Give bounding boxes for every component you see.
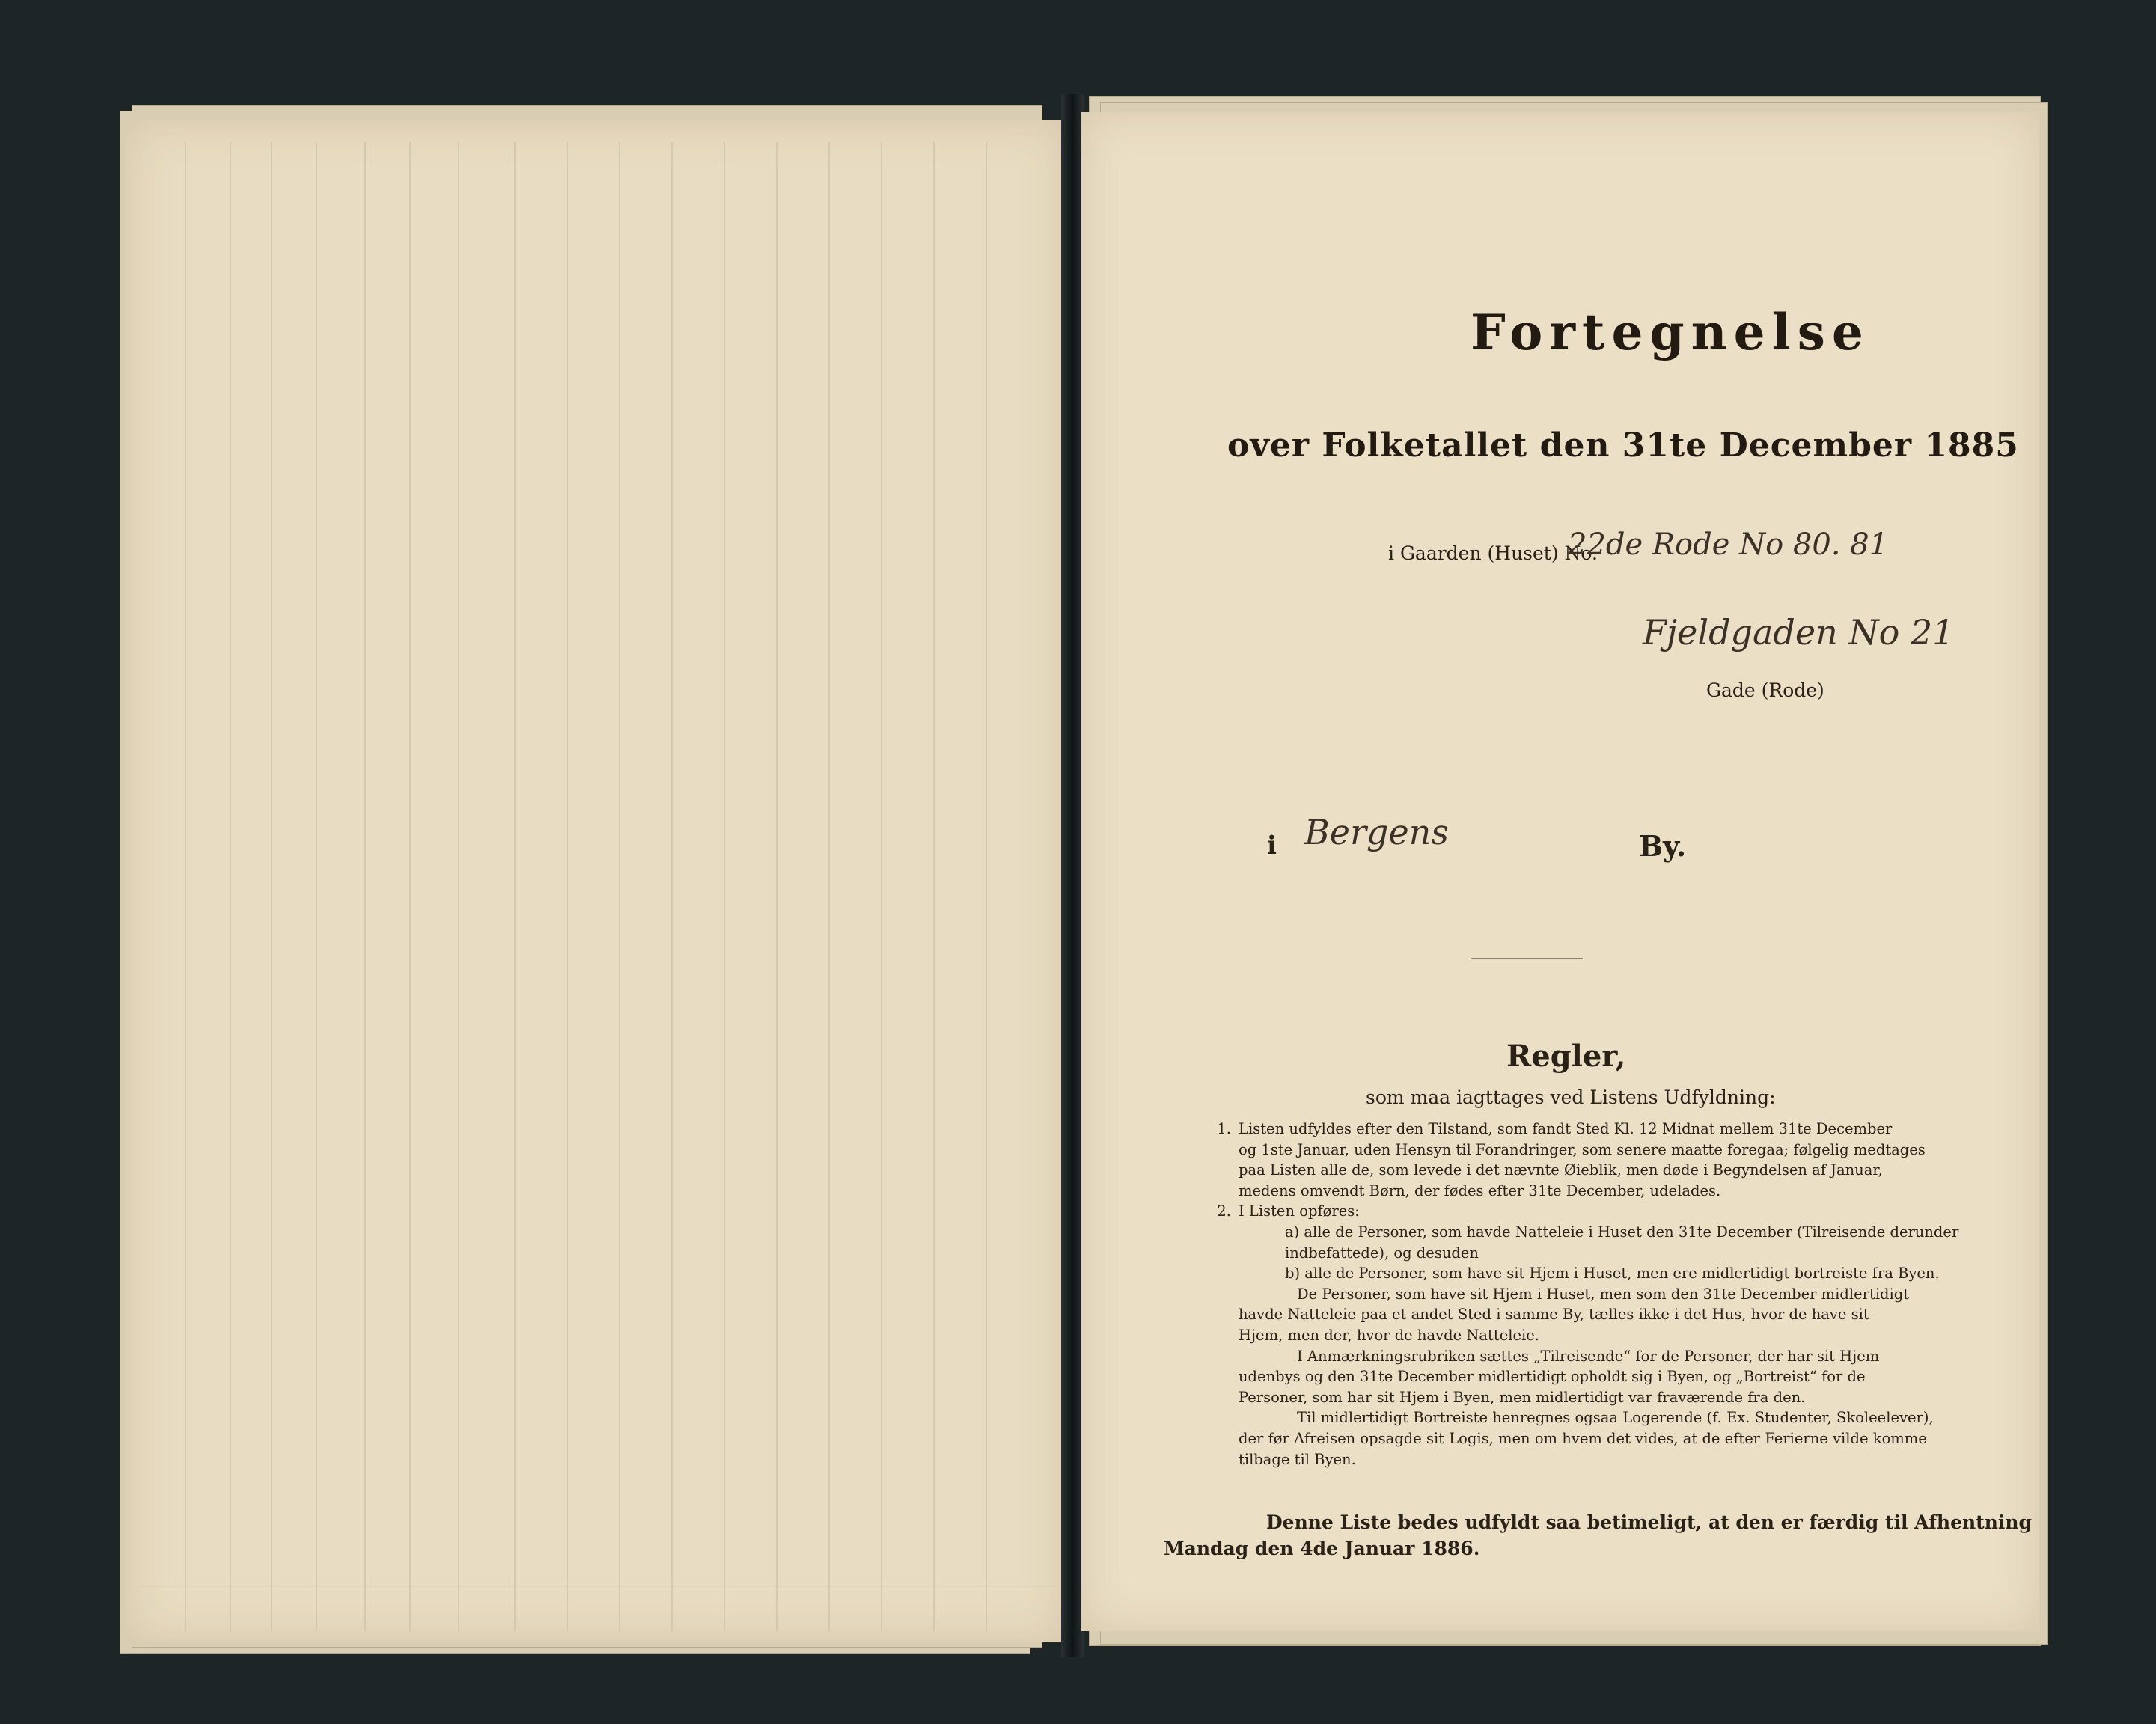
rule-line — [1194, 1346, 1897, 1367]
rule-number — [1194, 1181, 1239, 1202]
closing-line-2: Mandag den 4de Januar 1886. — [1164, 1538, 1480, 1559]
rule-text: havde Natteleie paa et andet Sted i samme By, tælles ikke i det Hus, hvor de have sit — [1239, 1306, 1869, 1324]
rule-text: udenbys og den 31te December midlertidigt opholdt sig i Byen, og „Bortreist“ for de — [1239, 1368, 1866, 1386]
i-label: i — [1267, 831, 1277, 861]
rule-number: 2. — [1217, 1202, 1231, 1220]
rule-line — [1194, 1428, 1927, 1449]
gade-label: Gade (Rode) — [1706, 679, 1824, 701]
left-page — [126, 120, 1065, 1642]
rule-text: paa Listen alle de, som levede i det nævnte Øieblik, men døde i Begyndelsen af Januar, — [1239, 1161, 1883, 1179]
by-label: By. — [1639, 829, 1687, 863]
street-handwritten-value: Fjeldgaden No 21 — [1643, 612, 1955, 652]
rule-text: og 1ste Januar, uden Hensyn til Forandringer, som senere maatte foregaa; følgelig medtages — [1239, 1140, 1926, 1158]
document-subtitle: over Folketallet den 31te December 1885 — [1227, 427, 2019, 465]
rule-number — [1194, 1222, 1239, 1243]
rule-line — [1194, 1263, 1940, 1284]
rule-number — [1194, 1407, 1239, 1428]
rule-number — [1194, 1284, 1239, 1305]
rule-line — [1194, 1407, 1934, 1428]
rule-text: indbefattede), og desuden — [1285, 1244, 1479, 1262]
rules-heading: Regler, — [1506, 1039, 1626, 1074]
rule-line — [1194, 1201, 1897, 1222]
gaarden-label: i Gaarden (Huset) No. — [1388, 542, 1598, 564]
gaarden-handwritten-value: 22de Rode No 80. 81 — [1568, 528, 1889, 562]
document-title: Fortegnelse — [1471, 303, 1870, 361]
rules-subheading: som maa iagttages ved Listens Udfyldning: — [1366, 1086, 1776, 1108]
right-page — [1081, 112, 2039, 1631]
rule-line — [1194, 1243, 1897, 1264]
rule-text: Hjem, men der, hvor de havde Natteleie. — [1239, 1326, 1539, 1344]
rule-line — [1194, 1304, 1897, 1325]
rule-text: a) alle de Personer, som havde Natteleie i Huset den 31te December (Tilreisende derunder — [1285, 1223, 1959, 1241]
rule-text: Personer, som har sit Hjem i Byen, men midlertidigt var fraværende fra den. — [1239, 1388, 1806, 1406]
rule-text: I Listen opføres: — [1239, 1202, 1360, 1220]
rules-list — [1194, 1119, 1959, 1470]
rule-text: der før Afreisen opsagde sit Logis, men om hvem det vides, at de efter Ferierne vilde komme — [1239, 1429, 1927, 1447]
closing-line-1: Denne Liste bedes udfyldt saa betimeligt, at den er færdig til Afhentning — [1266, 1511, 2033, 1533]
rule-number — [1194, 1346, 1239, 1367]
rule-text: Listen udfyldes efter den Tilstand, som fandt Sted Kl. 12 Midnat mellem 31te December — [1239, 1120, 1893, 1137]
rule-line — [1194, 1160, 1897, 1181]
rule-number — [1194, 1304, 1239, 1325]
rule-text: tilbage til Byen. — [1239, 1450, 1356, 1468]
rule-text: b) alle de Personer, som have sit Hjem i Huset, men ere midlertidigt bortreiste fra Byen. — [1285, 1265, 1940, 1283]
rule-line — [1194, 1284, 1910, 1305]
rule-number — [1194, 1428, 1239, 1449]
rule-text: medens omvendt Børn, der fødes efter 31te December, udelades. — [1239, 1182, 1721, 1199]
city-handwritten-value: Bergens — [1304, 812, 1449, 852]
book-gutter — [1061, 94, 1084, 1657]
rule-line — [1194, 1119, 1897, 1140]
rule-line — [1194, 1325, 1897, 1346]
rule-line — [1194, 1222, 1959, 1243]
rule-number: 1. — [1217, 1120, 1231, 1137]
divider-line — [1471, 958, 1583, 959]
rule-number — [1194, 1263, 1239, 1284]
rule-number — [1194, 1243, 1239, 1264]
rule-number — [1194, 1140, 1239, 1161]
rule-line — [1194, 1387, 1897, 1408]
rule-text: De Personer, som have sit Hjem i Huset, men som den 31te December midlertidigt — [1297, 1285, 1910, 1303]
rule-line — [1194, 1181, 1897, 1202]
rule-number — [1194, 1387, 1239, 1408]
rule-line — [1194, 1449, 1897, 1470]
rule-number — [1194, 1160, 1239, 1181]
bleed-through-ruling — [126, 120, 1065, 1642]
rule-number — [1194, 1325, 1239, 1346]
rule-line — [1194, 1140, 1926, 1161]
rule-line — [1194, 1366, 1897, 1387]
rule-text: Til midlertidigt Bortreiste henregnes ogsaa Logerende (f. Ex. Studenter, Skoleelever), — [1297, 1409, 1934, 1427]
rule-number — [1194, 1449, 1239, 1470]
rule-number — [1194, 1366, 1239, 1387]
rule-text: I Anmærkningsrubriken sættes „Tilreisende“ for de Personer, der har sit Hjem — [1297, 1347, 1880, 1365]
